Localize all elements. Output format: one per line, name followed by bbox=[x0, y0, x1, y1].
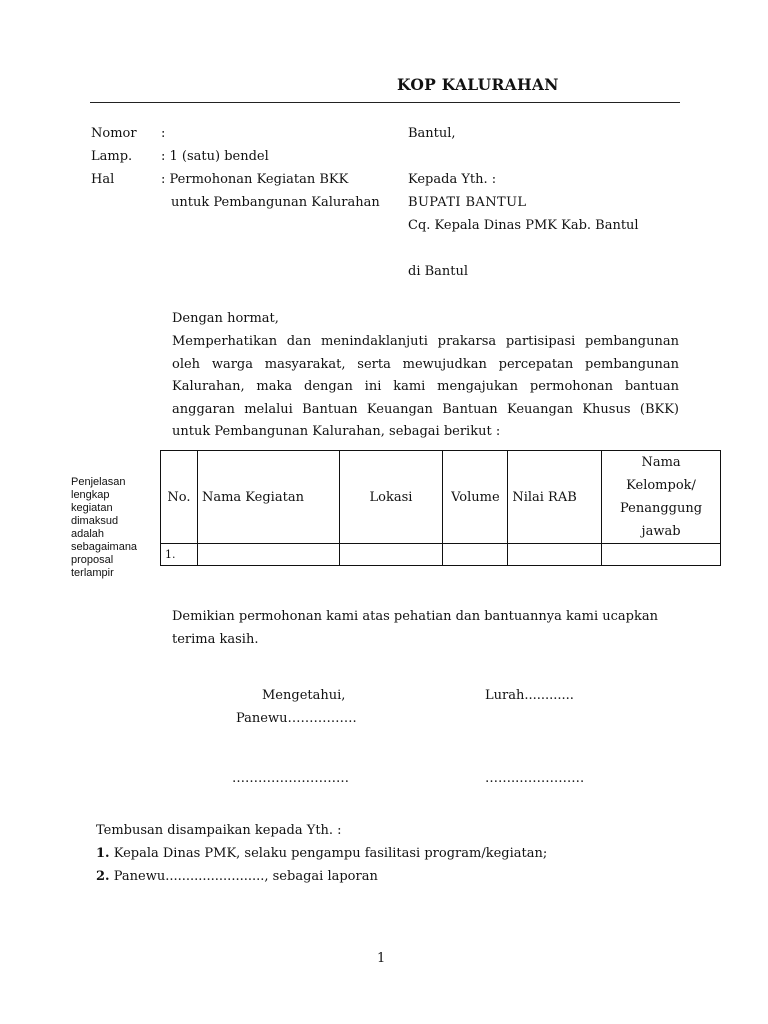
hal-value-line1: : Permohonan Kegiatan BKK bbox=[161, 172, 349, 187]
sign-right-label: Lurah............ bbox=[485, 688, 574, 703]
cell-nama-kegiatan bbox=[197, 544, 339, 566]
sign-left-line: ……………………… bbox=[232, 771, 349, 786]
side-note: Penjelasan lengkap kegiatan dimaksud adalah sebagaimana proposal terlampir bbox=[71, 476, 138, 579]
cc-item-text: Panewu........................, sebagai laporan bbox=[113, 869, 378, 884]
cell-nama-kelompok bbox=[602, 544, 721, 566]
nomor-label: Nomor bbox=[91, 126, 137, 141]
closing-paragraph: Demikian permohonan kami atas pehatian dan bantuannya kami ucapkan terima kasih. bbox=[172, 609, 658, 647]
cc-item bbox=[96, 846, 547, 861]
nomor-value: : bbox=[161, 126, 166, 141]
cc-item-text: Kepala Dinas PMK, selaku pengampu fasilitasi program/kegiatan; bbox=[113, 846, 548, 861]
cell-nilai-rab bbox=[508, 544, 602, 566]
hal-value-line2: untuk Pembangunan Kalurahan bbox=[171, 195, 380, 210]
table-row bbox=[161, 544, 721, 566]
recipient-name: BUPATI BANTUL bbox=[408, 195, 527, 210]
table-header-row bbox=[161, 451, 721, 544]
cc-item-number: 1. bbox=[96, 846, 110, 861]
recipient-kepada: Kepada Yth. : bbox=[408, 172, 497, 187]
header-nama-kelompok: Nama Kelompok/ Penanggung jawab bbox=[602, 451, 721, 544]
cell-lokasi bbox=[339, 544, 443, 566]
page-number: 1 bbox=[377, 951, 386, 966]
sign-left-role: Panewu……………. bbox=[236, 711, 357, 726]
lamp-value: : 1 (satu) bendel bbox=[161, 149, 269, 164]
cell-volume bbox=[443, 544, 508, 566]
cc-item bbox=[96, 869, 378, 884]
cell-no: 1. bbox=[161, 544, 198, 566]
greeting: Dengan hormat, bbox=[172, 311, 279, 326]
place-date: Bantul, bbox=[408, 126, 456, 141]
recipient-location: di Bantul bbox=[408, 264, 469, 279]
sign-right-line: ……..…………… bbox=[485, 771, 585, 786]
recipient-cq: Cq. Kepala Dinas PMK Kab. Bantul bbox=[408, 218, 639, 233]
header-lokasi: Lokasi bbox=[339, 451, 443, 544]
lamp-label: Lamp. bbox=[91, 149, 133, 164]
header-volume: Volume bbox=[443, 451, 508, 544]
header-divider bbox=[90, 102, 680, 103]
cc-item-number: 2. bbox=[96, 869, 110, 884]
sign-left-label: Mengetahui, bbox=[262, 688, 346, 703]
header-nama-kegiatan: Nama Kegiatan bbox=[197, 451, 339, 544]
header-no: No. bbox=[161, 451, 198, 544]
page-title: KOP KALURAHAN bbox=[397, 75, 559, 94]
activity-table bbox=[160, 450, 721, 566]
body-paragraph: Memperhatikan dan menindaklanjuti prakarsa partisipasi pembangunan oleh warga masyarakat, serta mewujudkan percepatan pembangunan Kalurahan, maka dengan ini kami mengajukan permohonan bantuan anggaran melalui Bantuan Keuangan Bantuan Keuangan Khusus (BKK) untuk Pembangunan Kalurahan, sebagai berikut : bbox=[172, 334, 679, 439]
header-nilai-rab: Nilai RAB bbox=[508, 451, 602, 544]
hal-label: Hal bbox=[91, 172, 115, 187]
cc-title: Tembusan disampaikan kepada Yth. : bbox=[96, 823, 342, 838]
